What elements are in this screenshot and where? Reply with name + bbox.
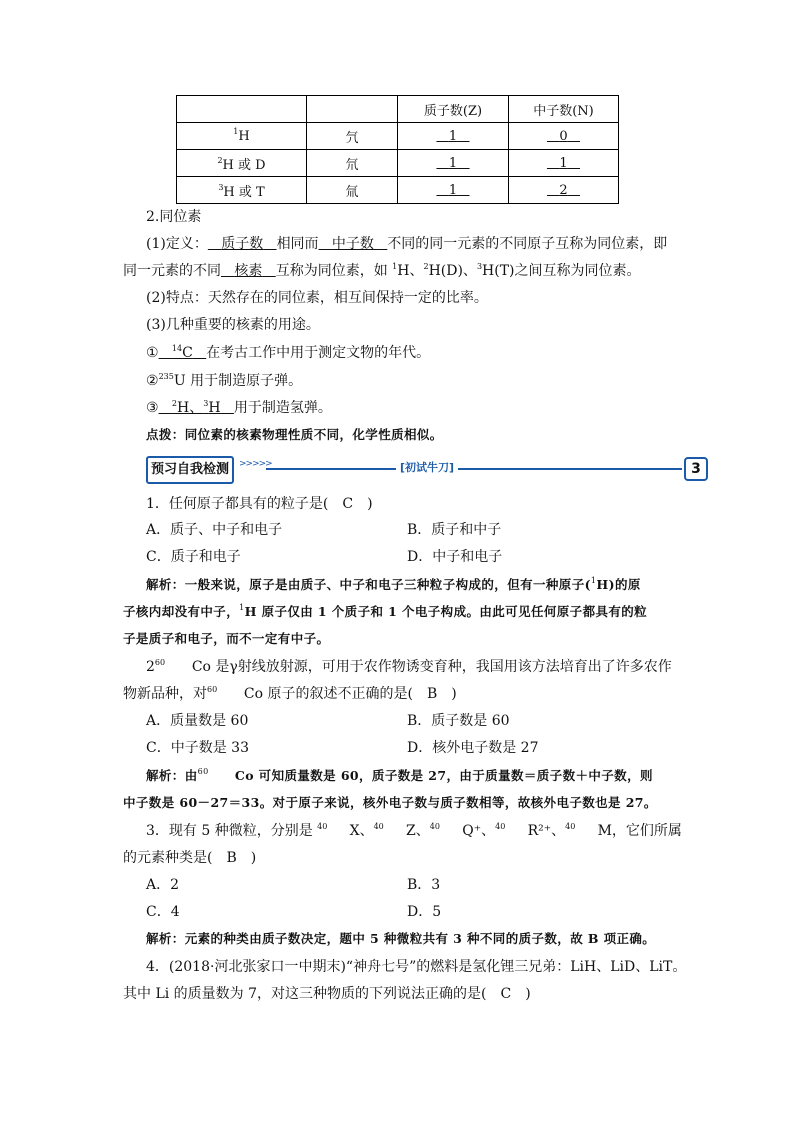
table-row <box>177 150 619 177</box>
use-2: ②$^{235}$U 用于制造原子弹。 <box>146 372 303 389</box>
use-1: ① $^{14}$C 在考古工作中用于测定文物的年代。 <box>146 344 431 361</box>
question-4-line-1: 4．(2018·河北张家口一中期末)“神舟七号”的燃料是氢化锂三兄弟：LiH、LiD、LiT。 <box>146 959 687 975</box>
question-2-explanation-2: 中子数是 60－27＝33。对于原子来说，核外电子数与质子数相等，故核外电子数也是 27。 <box>123 795 657 810</box>
question-3-option-b: B．3 <box>407 877 441 893</box>
table-header-cell: 中子数(N) <box>509 96 619 123</box>
table-row <box>177 177 619 204</box>
definition-line-2: 同一元素的不同 核素 互称为同位素，如 $^1$H、$^2$H(D)、$^3$H(T)之间互称为同位素。 <box>123 262 641 279</box>
symbol-cell: $^2$H 或 D <box>177 150 307 177</box>
question-2-option-c: C．中子数是 33 <box>146 740 249 756</box>
tip-note: 点拨：同位素的核素物理性质不同，化学性质相似。 <box>146 427 443 442</box>
question-1-option-b: B．质子和中子 <box>407 522 502 538</box>
name-cell: 氕 <box>307 123 398 150</box>
uses-line: (3)几种重要的核素的用途。 <box>146 317 320 333</box>
question-3-option-d: D．5 <box>407 904 442 920</box>
proton-cell: 1 <box>398 150 509 177</box>
proton-cell: 1 <box>398 123 509 150</box>
question-4-line-2: 其中 Li 的质量数为 7，对这三种物质的下列说法正确的是( C ) <box>123 986 531 1002</box>
question-1-explanation-3: 子是质子和电子，而不一定有中子。 <box>123 631 330 646</box>
section-label: 预习自我检测 <box>146 456 234 484</box>
question-2-line-2: 物新品种，对$^{60}$ Co 原子的叙述不正确的是( B ) <box>123 685 457 702</box>
symbol-cell: $^3$H 或 T <box>177 177 307 204</box>
question-3-option-a: A．2 <box>146 877 180 893</box>
question-1-option-a: A．质子、中子和电子 <box>146 522 283 538</box>
table-row <box>177 123 619 150</box>
arrows-decoration: >>>>> <box>239 459 272 469</box>
neutron-cell: 2 <box>509 177 619 204</box>
question-1-option-c: C．质子和电子 <box>146 549 241 565</box>
section-number-badge: 3 <box>684 457 708 481</box>
question-1-option-d: D．中子和电子 <box>407 549 503 565</box>
name-cell: 氚 <box>307 177 398 204</box>
table-header-cell: 质子数(Z) <box>398 96 509 123</box>
proton-cell: 1 <box>398 177 509 204</box>
section-divider-line <box>266 468 682 470</box>
section-subtitle: [初试牛刀] <box>396 459 458 477</box>
question-2-explanation-1: 解析：由$^{60}$ Co 可知质量数是 60，质子数是 27，由于质量数＝质子数＋中子数，则 <box>146 767 653 783</box>
table-header-row <box>177 96 619 123</box>
question-1-explanation-2: 子核内却没有中子，$^1$H 原子仅由 1 个质子和 1 个电子构成。由此可见任何原子都具有的粒 <box>123 603 648 619</box>
feature-line: (2)特点：天然存在的同位素，相互间保持一定的比率。 <box>146 290 488 306</box>
table-header-cell <box>177 96 307 123</box>
table-header-cell <box>307 96 398 123</box>
definition-line-1: (1)定义： 质子数 相同而 中子数 不同的同一元素的不同原子互称为同位素，即 <box>146 236 668 252</box>
question-2-line-1: $2^{60}$ Co 是γ射线放射源，可用于农作物诱变育种，我国用该方法培育出了许多农作 <box>146 658 672 675</box>
section-header <box>146 456 708 482</box>
question-1-stem: 1．任何原子都具有的粒子是( C ) <box>146 496 373 512</box>
question-3-option-c: C．4 <box>146 904 180 920</box>
isotope-table <box>176 95 619 204</box>
question-3-line-1: 3．现有 5 种微粒，分别是 $^{40}$ X、$^{40}$ Z、$^{40}$ Q⁺、$^{40}$ R²⁺、$^{40}$ M，它们所属 <box>146 822 682 839</box>
question-2-option-a: A．质量数是 60 <box>146 713 249 729</box>
section-title-isotope: 2.同位素 <box>146 209 202 225</box>
name-cell: 氘 <box>307 150 398 177</box>
question-3-line-2: 的元素种类是( B ) <box>123 850 257 866</box>
use-3: ③ $^2$H、$^3$H 用于制造氢弹。 <box>146 399 332 416</box>
question-2-option-b: B．质子数是 60 <box>407 713 510 729</box>
question-3-explanation: 解析：元素的种类由质子数决定，题中 5 种微粒共有 3 种不同的质子数，故 B 项正确。 <box>146 931 656 946</box>
symbol-cell: $^1$H <box>177 123 307 150</box>
question-2-option-d: D．核外电子数是 27 <box>407 740 539 756</box>
question-1-explanation-1: 解析：一般来说，原子是由质子、中子和电子三种粒子构成的，但有一种原子($^1$H)的原 <box>146 576 641 592</box>
neutron-cell: 0 <box>509 123 619 150</box>
neutron-cell: 1 <box>509 150 619 177</box>
